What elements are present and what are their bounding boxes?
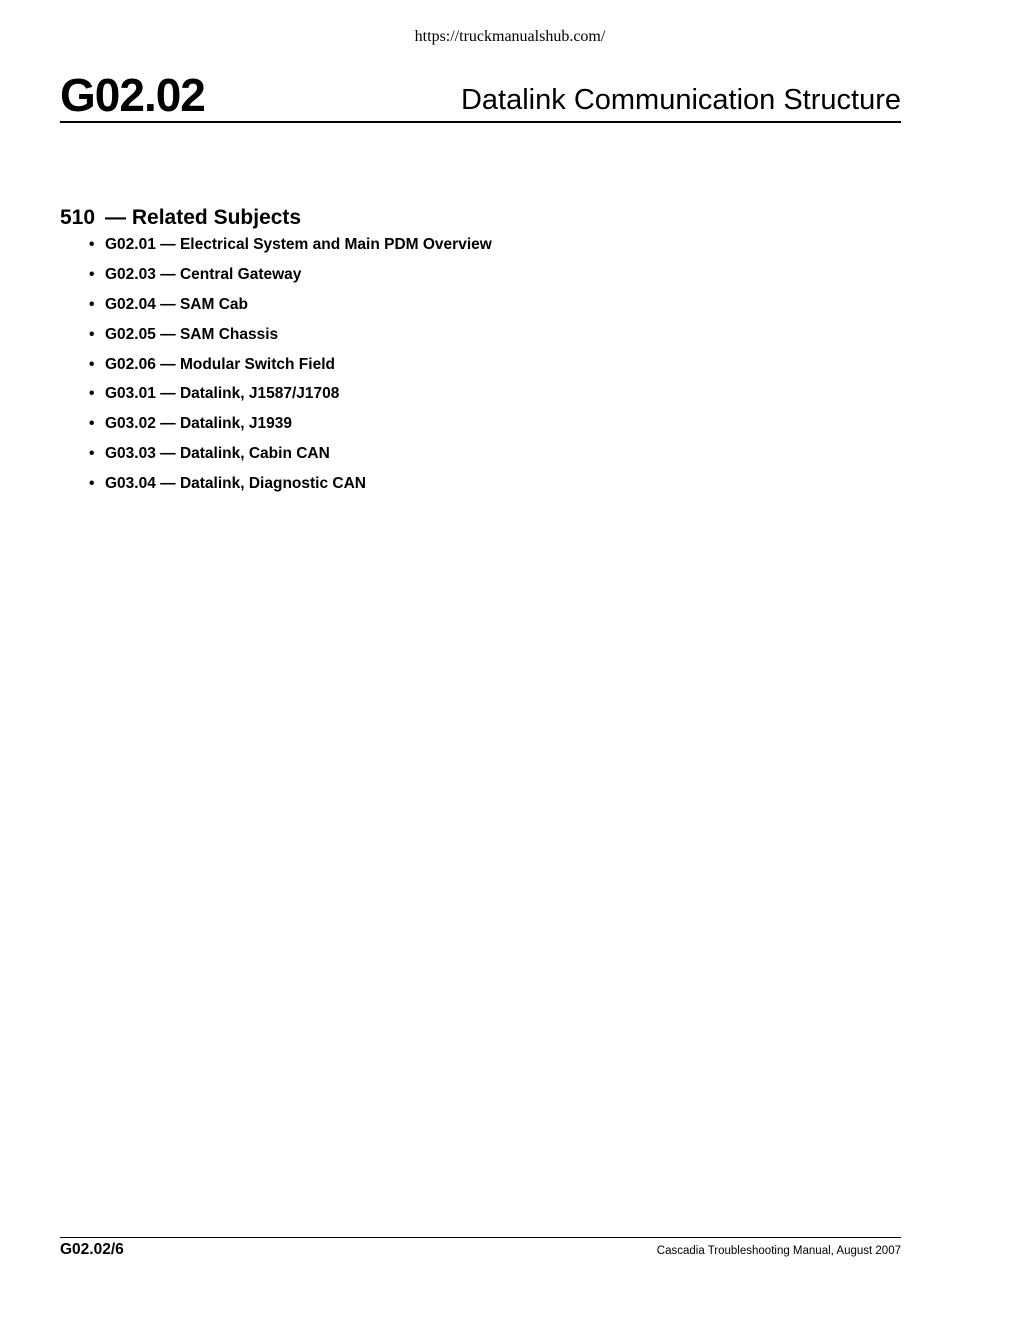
- list-item-text: G03.04 — Datalink, Diagnostic CAN: [105, 475, 366, 493]
- page-title: Datalink Communication Structure: [460, 84, 901, 116]
- source-url: https://truckmanualshub.com/: [414, 28, 606, 45]
- list-item: [89, 265, 901, 295]
- bullet: •: [89, 475, 95, 493]
- list-item-text: G02.06 — Modular Switch Field: [105, 355, 335, 373]
- bullet: •: [89, 295, 95, 313]
- bullet: •: [89, 265, 95, 283]
- related-subjects-list: [60, 235, 901, 504]
- section-number: 510: [60, 206, 96, 229]
- bullet: •: [89, 415, 95, 433]
- list-item-text: G02.04 — SAM Cab: [105, 295, 248, 313]
- section-heading: [60, 204, 901, 232]
- list-item-text: G03.03 — Datalink, Cabin CAN: [105, 445, 330, 463]
- list-item: [89, 414, 901, 444]
- manual-title: Cascadia Troubleshooting Manual, August 2007: [656, 1245, 901, 1257]
- section-heading-text: — Related Subjects: [105, 206, 302, 229]
- list-item: [89, 474, 901, 504]
- bullet: •: [89, 385, 95, 403]
- page-footer: [60, 1237, 901, 1268]
- bullet: •: [89, 325, 95, 343]
- bullet: •: [89, 355, 95, 373]
- page-number: G02.02/6: [60, 1241, 124, 1258]
- list-item-text: G02.01 — Electrical System and Main PDM Overview: [105, 236, 492, 253]
- list-item: [89, 235, 901, 265]
- page-header: [60, 70, 901, 123]
- list-item: [89, 325, 901, 355]
- list-item-text: G02.05 — SAM Chassis: [105, 325, 279, 343]
- list-item: [89, 384, 901, 414]
- list-item: [89, 355, 901, 385]
- list-item-text: G02.03 — Central Gateway: [105, 265, 302, 283]
- list-item: [89, 295, 901, 325]
- related-subjects-section: [60, 204, 901, 504]
- section-code: G02.02: [60, 69, 205, 121]
- bullet: •: [89, 445, 95, 463]
- list-item: [89, 444, 901, 474]
- list-item-text: G03.02 — Datalink, J1939: [105, 415, 292, 433]
- bullet: •: [89, 236, 95, 253]
- list-item-text: G03.01 — Datalink, J1587/J1708: [105, 385, 340, 403]
